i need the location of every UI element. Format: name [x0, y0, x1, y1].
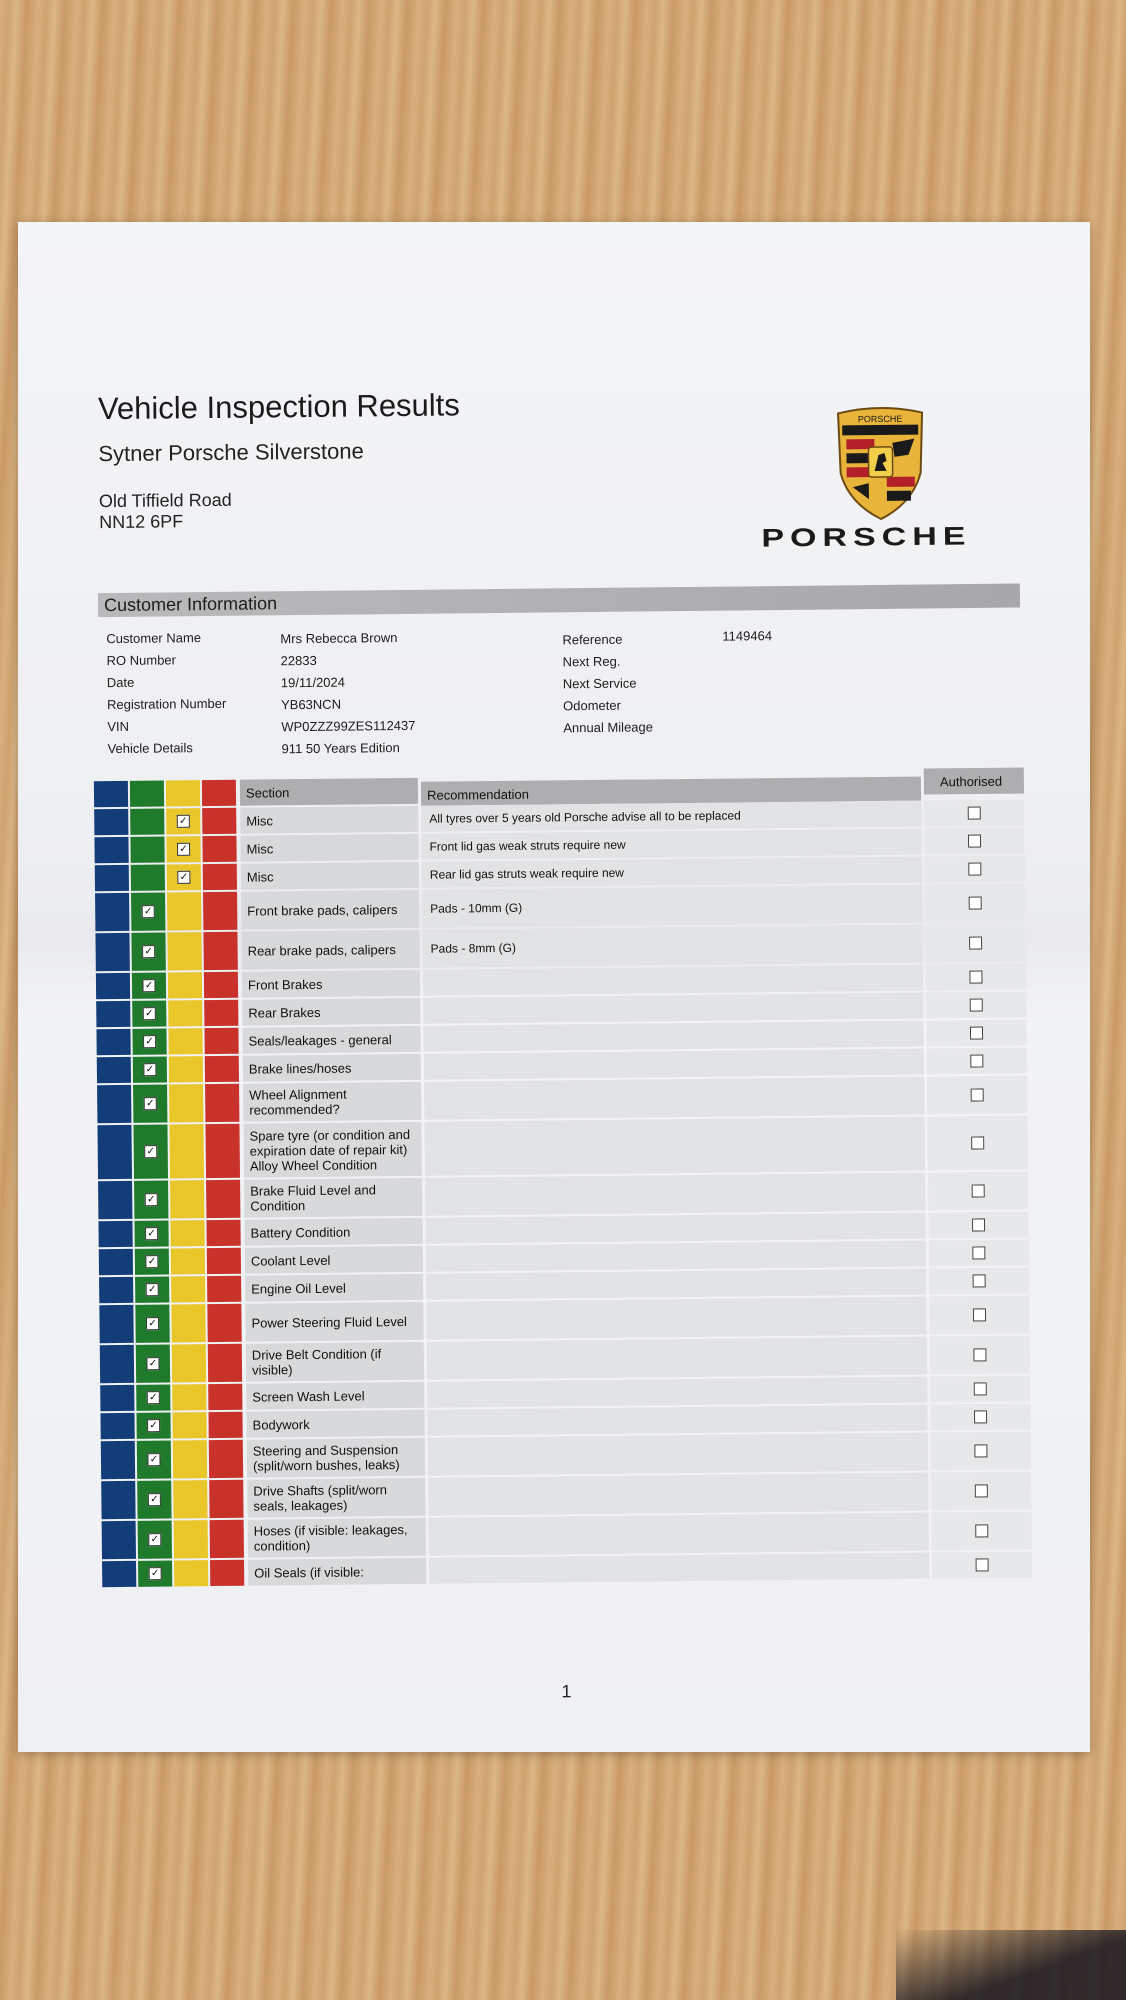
section-cell: Misc [240, 806, 418, 834]
status-swatch-blue [96, 1001, 130, 1027]
authorised-cell [927, 1075, 1027, 1114]
authorised-cell [931, 1471, 1031, 1510]
section-cell: Misc [240, 834, 418, 862]
recommendation-cell [426, 1269, 926, 1300]
section-cell: Drive Shafts (split/worn seals, leakages) [247, 1478, 425, 1518]
authorised-checkbox[interactable] [976, 1558, 989, 1571]
section-cell: Screen Wash Level [246, 1382, 424, 1410]
recommendation-cell [426, 1241, 926, 1272]
recommendation-cell [423, 965, 923, 996]
status-swatch-green [135, 1248, 169, 1274]
authorised-checkbox[interactable] [969, 936, 982, 949]
status-tick-icon[interactable]: ✓ [143, 1007, 156, 1020]
status-swatch-green [131, 892, 165, 930]
recommendation-cell [423, 993, 923, 1024]
status-swatch-blue [101, 1481, 135, 1519]
label-annual-mileage: Annual Mileage [563, 719, 654, 736]
status-swatch-yellow [169, 1124, 204, 1178]
authorised-cell [931, 1431, 1031, 1470]
authorised-checkbox[interactable] [969, 970, 982, 983]
label-ro-number: RO Number [106, 652, 177, 669]
authorised-cell [930, 1375, 1030, 1402]
status-tick-icon[interactable]: ✓ [144, 1145, 157, 1158]
status-swatch-blue [98, 1221, 132, 1247]
status-swatch-blue [100, 1385, 134, 1411]
status-swatch-blue [99, 1305, 133, 1343]
section-cell: Drive Belt Condition (if visible) [246, 1342, 424, 1382]
recommendation-cell: Pads - 8mm (G) [422, 925, 922, 968]
recommendation-cell: All tyres over 5 years old Porsche advise all to be replaced [421, 801, 921, 832]
authorised-checkbox[interactable] [970, 1026, 983, 1039]
value-vehicle-details: 911 50 Years Edition [281, 740, 400, 757]
header-section [240, 778, 418, 806]
table-row [97, 1115, 1038, 1181]
section-cell: Hoses (if visible: leakages, condition) [248, 1518, 426, 1558]
authorised-cell [932, 1551, 1032, 1578]
status-tick-icon[interactable]: ✓ [148, 1493, 161, 1506]
authorised-checkbox[interactable] [973, 1274, 986, 1287]
authorised-checkbox[interactable] [973, 1308, 986, 1321]
section-cell: Coolant Level [245, 1246, 423, 1274]
header-section-label: Section [245, 785, 290, 801]
status-swatch-green [134, 1220, 168, 1246]
status-swatch-blue [102, 1521, 136, 1559]
status-swatch-yellow [166, 808, 200, 834]
label-registration-number: Registration Number [106, 695, 227, 713]
status-swatch-green [134, 1180, 168, 1218]
status-swatch-red [208, 1344, 242, 1382]
status-swatch-green [138, 1520, 172, 1558]
status-swatch-blue [99, 1277, 133, 1303]
status-swatch-blue [97, 1057, 131, 1083]
status-swatch-yellow [170, 1220, 204, 1246]
label-date: Date [106, 674, 135, 691]
authorised-checkbox[interactable] [974, 1444, 987, 1457]
status-tick-icon[interactable]: ✓ [177, 871, 190, 884]
recommendation-cell [427, 1405, 927, 1436]
status-swatch-green [132, 972, 166, 998]
status-swatch-blue [99, 1249, 133, 1275]
status-swatch-yellow [167, 864, 201, 890]
status-swatch-red [203, 864, 237, 890]
status-tick-icon[interactable]: ✓ [146, 1283, 159, 1296]
status-swatch-red [204, 1000, 238, 1026]
status-tick-icon[interactable]: ✓ [145, 1193, 158, 1206]
recommendation-cell [426, 1297, 926, 1340]
section-cell: Steering and Suspension (split/worn bushes, leaks) [247, 1438, 425, 1478]
label-next-reg: Next Reg. [562, 653, 621, 670]
status-swatch-red [208, 1412, 242, 1438]
status-tick-icon[interactable]: ✓ [147, 1391, 160, 1404]
section-cell: Bodywork [246, 1410, 424, 1438]
crest-text: PORSCHE [857, 413, 903, 425]
recommendation-cell [424, 1049, 924, 1080]
authorised-checkbox[interactable] [970, 1054, 983, 1067]
authorised-checkbox[interactable] [973, 1348, 986, 1361]
recommendation-cell [425, 1173, 925, 1216]
status-swatch-green [132, 1028, 166, 1054]
status-swatch-green [132, 1000, 166, 1026]
authorised-checkbox[interactable] [968, 806, 981, 819]
status-swatch-yellow [172, 1384, 206, 1410]
authorised-checkbox[interactable] [971, 1088, 984, 1101]
status-swatch-red [202, 836, 236, 862]
porsche-crest-icon [832, 402, 929, 521]
status-swatch-green [136, 1384, 170, 1410]
header-authorised-label: Authorised [939, 773, 1003, 790]
value-ro-number: 22833 [280, 652, 317, 669]
recommendation-cell [427, 1337, 927, 1380]
label-vehicle-details: Vehicle Details [107, 740, 193, 757]
recommendation-cell [424, 1117, 925, 1176]
label-vin: VIN [107, 718, 130, 735]
authorised-checkbox[interactable] [974, 1410, 987, 1423]
status-swatch-green [133, 1056, 167, 1082]
value-reference: 1149464 [722, 628, 773, 644]
header-swatch-yellow [166, 780, 200, 806]
status-swatch-red [206, 1220, 240, 1246]
status-swatch-green [130, 837, 164, 863]
authorised-checkbox[interactable] [968, 862, 981, 875]
value-vin: WP0ZZZ99ZES112437 [281, 717, 416, 735]
value-date: 19/11/2024 [280, 674, 346, 691]
authorised-cell [927, 1115, 1028, 1170]
header-swatch-green [130, 781, 164, 807]
status-tick-icon[interactable]: ✓ [177, 815, 190, 828]
status-swatch-red [204, 1028, 238, 1054]
status-tick-icon[interactable]: ✓ [144, 1097, 157, 1110]
value-registration-number: YB63NCN [280, 696, 342, 713]
status-swatch-blue [102, 1561, 136, 1587]
status-swatch-red [205, 1084, 239, 1122]
authorised-checkbox[interactable] [974, 1382, 987, 1395]
authorised-cell [927, 1047, 1027, 1074]
recommendation-cell: Rear lid gas struts weak require new [422, 857, 922, 888]
status-tick-icon[interactable]: ✓ [147, 1419, 160, 1432]
recommendation-cell [429, 1553, 929, 1584]
address-line-1: Old Tiffield Road [98, 489, 232, 512]
status-tick-icon[interactable]: ✓ [148, 1533, 161, 1546]
status-swatch-blue [95, 865, 129, 891]
status-swatch-yellow [169, 1084, 203, 1122]
header-authorised [924, 767, 1024, 794]
status-swatch-green [136, 1344, 170, 1382]
authorised-checkbox[interactable] [970, 998, 983, 1011]
status-swatch-yellow [170, 1180, 204, 1218]
status-swatch-red [210, 1560, 244, 1586]
authorised-checkbox[interactable] [969, 896, 982, 909]
section-cell: Wheel Alignment recommended? [243, 1082, 421, 1122]
status-swatch-yellow [173, 1440, 207, 1478]
status-swatch-blue [94, 837, 128, 863]
status-swatch-blue [96, 973, 130, 999]
status-swatch-red [204, 972, 238, 998]
status-swatch-red [203, 932, 237, 970]
value-customer-name: Mrs Rebecca Brown [280, 630, 398, 647]
status-tick-icon[interactable]: ✓ [146, 1357, 159, 1370]
recommendation-cell [429, 1513, 929, 1556]
section-cell: Brake Fluid Level and Condition [244, 1178, 422, 1218]
section-cell: Battery Condition [244, 1218, 422, 1246]
status-swatch-blue [96, 1029, 130, 1055]
authorised-cell [929, 1295, 1029, 1334]
status-tick-icon[interactable]: ✓ [145, 1255, 158, 1268]
status-swatch-yellow [171, 1276, 205, 1302]
recommendation-cell: Front lid gas weak struts require new [421, 829, 921, 860]
recommendation-cell [428, 1473, 928, 1516]
authorised-cell [924, 827, 1024, 854]
status-swatch-blue [101, 1441, 135, 1479]
header-swatch-red [202, 780, 236, 806]
section-cell: Brake lines/hoses [243, 1054, 421, 1082]
recommendation-cell [425, 1213, 925, 1244]
status-swatch-yellow [168, 972, 202, 998]
status-swatch-yellow [167, 892, 201, 930]
status-swatch-yellow [174, 1520, 208, 1558]
recommendation-cell [423, 1021, 923, 1052]
status-swatch-yellow [168, 1000, 202, 1026]
authorised-cell [925, 923, 1025, 962]
authorised-checkbox[interactable] [972, 1218, 985, 1231]
status-swatch-blue [94, 809, 128, 835]
status-swatch-green [137, 1480, 171, 1518]
desk-shadow [896, 1930, 1126, 2000]
status-swatch-green [131, 932, 165, 970]
authorised-checkbox[interactable] [968, 834, 981, 847]
status-swatch-red [209, 1480, 243, 1518]
status-tick-icon[interactable]: ✓ [147, 1453, 160, 1466]
status-swatch-yellow [171, 1304, 205, 1342]
section-cell: Spare tyre (or condition and expiration date of repair kit) Alloy Wheel Condition [243, 1122, 422, 1178]
page-number: 1 [561, 1681, 572, 1702]
status-swatch-green [138, 1560, 172, 1586]
status-swatch-red [208, 1384, 242, 1410]
authorised-cell [925, 883, 1025, 922]
recommendation-cell [427, 1377, 927, 1408]
section-cell: Power Steering Fluid Level [245, 1302, 423, 1342]
authorised-cell [932, 1511, 1032, 1550]
status-swatch-blue [97, 1125, 132, 1179]
authorised-cell [928, 1211, 1028, 1238]
status-swatch-red [207, 1276, 241, 1302]
label-customer-name: Customer Name [106, 630, 202, 647]
section-cell: Engine Oil Level [245, 1274, 423, 1302]
status-swatch-red [203, 892, 237, 930]
status-tick-icon[interactable]: ✓ [142, 945, 155, 958]
status-swatch-blue [95, 933, 129, 971]
authorised-cell [926, 1019, 1026, 1046]
section-cell: Front Brakes [242, 970, 420, 998]
status-swatch-yellow [166, 836, 200, 862]
status-swatch-green [135, 1276, 169, 1302]
authorised-cell [930, 1335, 1030, 1374]
authorised-cell [929, 1239, 1029, 1266]
section-cell: Misc [241, 862, 419, 890]
status-swatch-blue [100, 1413, 134, 1439]
header-swatch-blue [94, 781, 128, 807]
status-swatch-red [209, 1440, 243, 1478]
status-swatch-yellow [172, 1412, 206, 1438]
status-swatch-green [133, 1124, 168, 1178]
inspection-sheet [18, 222, 1090, 1752]
status-swatch-yellow [169, 1056, 203, 1082]
status-swatch-green [137, 1440, 171, 1478]
dealer-address [99, 490, 232, 533]
recommendation-cell [428, 1433, 928, 1476]
status-swatch-red [205, 1124, 240, 1178]
header-recommendation-label: Recommendation [426, 786, 529, 803]
status-swatch-yellow [168, 1028, 202, 1054]
authorised-checkbox[interactable] [972, 1246, 985, 1259]
dealer-name: Sytner Porsche Silverstone [98, 438, 364, 467]
status-swatch-red [210, 1520, 244, 1558]
status-tick-icon[interactable]: ✓ [142, 979, 155, 992]
status-tick-icon[interactable]: ✓ [149, 1567, 162, 1580]
status-tick-icon[interactable]: ✓ [142, 905, 155, 918]
authorised-cell [926, 963, 1026, 990]
status-tick-icon[interactable]: ✓ [177, 843, 190, 856]
authorised-cell [924, 799, 1024, 826]
status-swatch-green [135, 1304, 169, 1342]
section-cell: Rear brake pads, calipers [241, 930, 419, 970]
authorised-cell [930, 1403, 1030, 1430]
status-swatch-blue [97, 1085, 131, 1123]
status-swatch-yellow [173, 1480, 207, 1518]
status-swatch-green [131, 864, 165, 890]
status-swatch-yellow [167, 932, 201, 970]
page-title: Vehicle Inspection Results [97, 387, 460, 427]
porsche-wordmark: PORSCHE [761, 521, 972, 553]
status-swatch-yellow [171, 1248, 205, 1274]
inspection-table [94, 771, 1034, 1581]
status-tick-icon[interactable]: ✓ [143, 1063, 156, 1076]
label-reference: Reference [562, 631, 623, 648]
recommendation-cell: Pads - 10mm (G) [422, 885, 922, 928]
authorised-cell [925, 855, 1025, 882]
status-tick-icon[interactable]: ✓ [145, 1227, 158, 1240]
status-swatch-green [136, 1412, 170, 1438]
status-swatch-red [207, 1304, 241, 1342]
status-swatch-blue [98, 1181, 132, 1219]
customer-info-heading: Customer Information [103, 593, 278, 616]
recommendation-cell [424, 1077, 924, 1120]
status-swatch-red [205, 1056, 239, 1082]
label-next-service: Next Service [562, 675, 637, 692]
status-swatch-yellow [174, 1560, 208, 1586]
status-swatch-red [202, 808, 236, 834]
section-cell: Oil Seals (if visible: [248, 1558, 426, 1586]
authorised-checkbox[interactable] [975, 1484, 988, 1497]
status-swatch-yellow [172, 1344, 206, 1382]
status-swatch-blue [95, 893, 129, 931]
address-line-2: NN12 6PF [99, 511, 184, 533]
section-cell: Seals/leakages - general [242, 1026, 420, 1054]
authorised-cell [929, 1267, 1029, 1294]
section-cell: Rear Brakes [242, 998, 420, 1026]
authorised-checkbox[interactable] [971, 1136, 984, 1149]
authorised-cell [928, 1171, 1028, 1210]
status-swatch-green [130, 809, 164, 835]
status-tick-icon[interactable]: ✓ [143, 1035, 156, 1048]
authorised-checkbox[interactable] [972, 1184, 985, 1197]
status-swatch-red [206, 1180, 240, 1218]
customer-info-heading-bar [98, 584, 1020, 618]
status-swatch-blue [100, 1345, 134, 1383]
status-swatch-red [207, 1248, 241, 1274]
authorised-checkbox[interactable] [975, 1524, 988, 1537]
status-tick-icon[interactable]: ✓ [146, 1317, 159, 1330]
authorised-cell [926, 991, 1026, 1018]
label-odometer: Odometer [563, 697, 621, 714]
section-cell: Front brake pads, calipers [241, 890, 419, 930]
status-swatch-green [133, 1084, 167, 1122]
